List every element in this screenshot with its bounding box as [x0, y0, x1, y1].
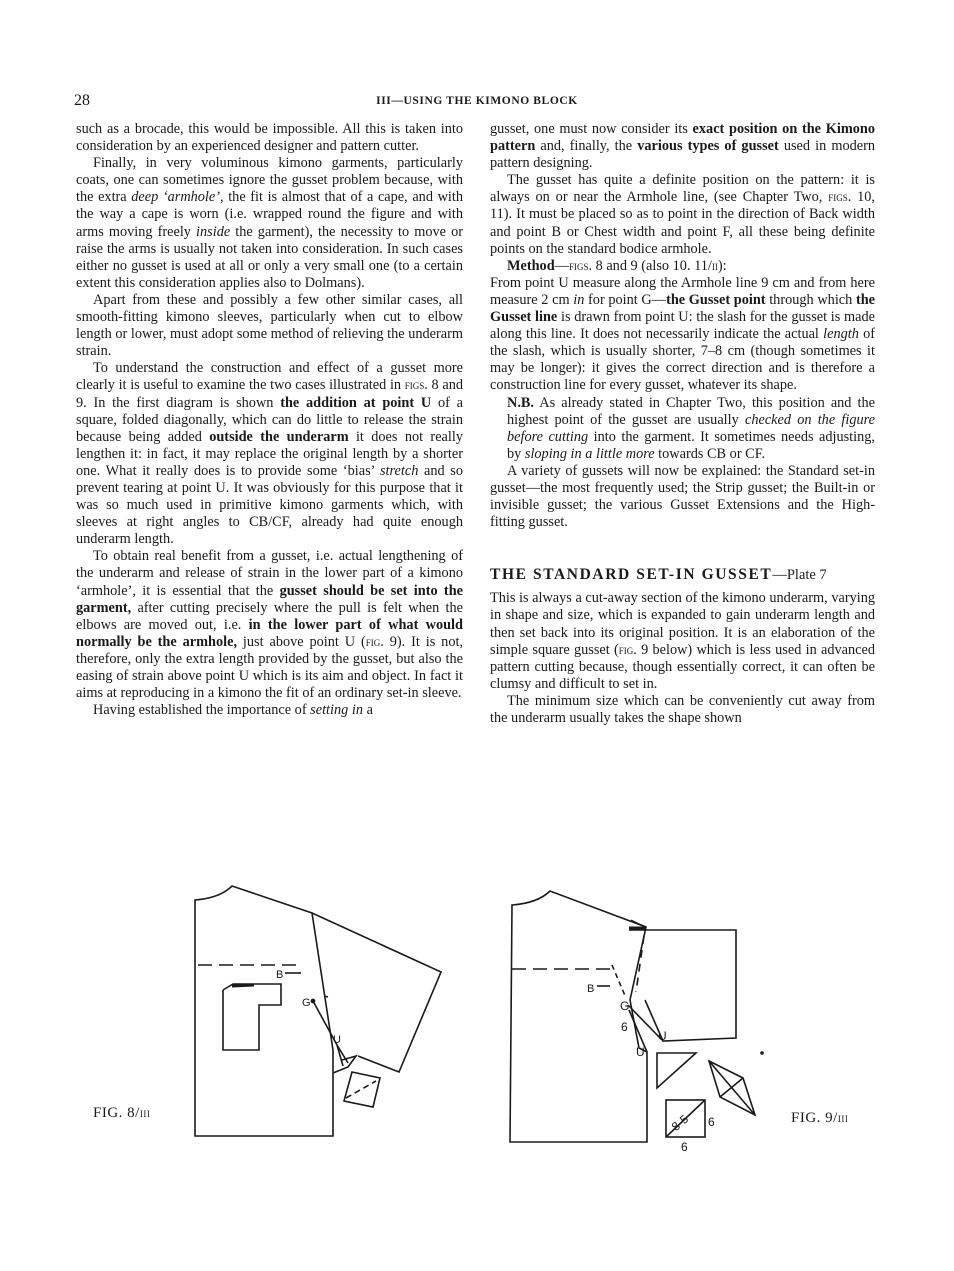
running-head: III—USING THE KIMONO BLOCK [376, 95, 578, 107]
paragraph: A variety of gussets will now be explained: the Standard set-in gusset—the most frequently used; the Strip gusset; the Built-in or invisible gusset; the various Gusset Extensions and the High-fitting gusset. [490, 462, 875, 531]
point-u-sleeve-label: U [658, 1029, 667, 1043]
figure-8-caption: FIG. 8/iii [93, 1105, 151, 1121]
left-column [76, 121, 463, 719]
paragraph: This is always a cut-away section of the kimono underarm, varying in shape and size, which is expanded to gain underarm length and then set back into its original position. It is an elaboration of the simple square gusset (fig. 9 below) which is less used in advanced pattern cutting because, though essentially correct, it can often be clumsy and difficult to set in. [490, 590, 875, 692]
point-u-bodice-label: U [636, 1045, 645, 1059]
side-measure-label: 6 [708, 1115, 715, 1129]
figure-9-caption: FIG. 9/iii [791, 1110, 849, 1126]
measure-6-label: 6 [621, 1020, 628, 1034]
method-heading: Method—figs. 8 and 9 (also 10. 11/ii): [507, 257, 727, 274]
figure-8-diagram [180, 870, 480, 1160]
paragraph: such as a brocade, this would be impossible. All this is taken into consideration by an experienced designer and pattern cutter. [76, 121, 463, 155]
paragraph: gusset, one must now consider its exact position on the Kimono pattern and, finally, the various types of gusset used in modern pattern designing. [490, 121, 875, 172]
figure-9-diagram [490, 870, 790, 1160]
point-b-label: B [276, 969, 284, 981]
diagonal-measure-label: 8·5 [668, 1111, 692, 1134]
paragraph: Finally, in very voluminous kimono garments, particularly coats, one can sometimes ignore the gusset problem because, with the extra deep ‘armhole’, the fit is almost that of a cape, and with the way a cape is worn (i.e. wrapped round the figure and with arms moving freely inside the garment), the necessity to move or raise the arms is usually not taken into consideration. In such cases either no gusset is used at all or only a very small one (to a certain extent this consideration applies also to Dolmans). [76, 155, 463, 291]
nb-note: N.B. As already stated in Chapter Two, this position and the highest point of the gusset are usually checked on the figure before cutting into the garment. It sometimes needs adjusting, by sloping in a little more towards CB or CF. [507, 394, 875, 462]
paragraph: To obtain real benefit from a gusset, i.e. actual lengthening of the underarm and release of strain in the lower part of a kimono ‘armhole’, it is essential that the gusset should be set into the garment, after cutting precisely where the pull is felt when the elbows are moved out, i.e. in the lower part of what would normally be the armhole, just above point U (fig. 9). It is not, therefore, only the extra length provided by the gusset, but also the easing of strain above point U which is its aim and object. In fact it aims at reproducing in a kimono the fit of an ordinary set-in sleeve. [76, 548, 464, 702]
right-column [490, 121, 875, 727]
point-u-label: U [333, 1034, 341, 1046]
point-b-label: B [587, 983, 595, 995]
point-g-label: G [620, 999, 630, 1013]
section-heading: THE STANDARD SET-IN GUSSET—Plate 7 [490, 566, 827, 584]
paragraph: To understand the construction and effect of a gusset more clearly it is useful to examine the two cases illustrated in figs. 8 and 9. In the first diagram is shown the addition at point U of a square, folded diagonally, which can do little to release the strain because being added outside the underarm it does not really lengthen it: in fact, it may replace the original length by a shorter one. What it really does is to provide some ‘bias’ stretch and so prevent tearing at point U. It was obviously for this purpose that it was so much used in primitive kimono garments which, with sleeves at right angles to CB/CF, already had quite enough underarm length. [76, 360, 463, 548]
paragraph: The gusset has quite a definite position on the pattern: it is always on or near the Armhole line, (see Chapter Two, figs. 10, 11). It must be placed so as to point in the direction of Back width and point B or Chest width and point F, all these being definite points on the standard bodice armhole. [490, 172, 875, 257]
paragraph: From point U measure along the Armhole line 9 cm and from here measure 2 cm in for point G—the Gusset point through which the Gusset line is drawn from point U: the slash for the gusset is made along this line. It does not necessarily indicate the actual length of the slash, which is usually shorter, 7–8 cm (though sometimes it may be longer): it gives the correct direction and is therefore a construction line for every gusset, whatever its shape. [490, 274, 876, 394]
point-g-label: G [302, 997, 311, 1009]
paragraph: Having established the importance of setting in a [93, 702, 373, 719]
paragraph: The minimum size which can be conveniently cut away from the underarm usually takes the shape shown [490, 692, 875, 726]
bottom-measure-label: 6 [681, 1140, 688, 1154]
paragraph: Apart from these and possibly a few other similar cases, all smooth-fitting kimono sleeves, particularly when cut to elbow length or lower, must adopt some method of relieving the underarm strain. [76, 291, 463, 360]
page-number: 28 [74, 92, 90, 109]
